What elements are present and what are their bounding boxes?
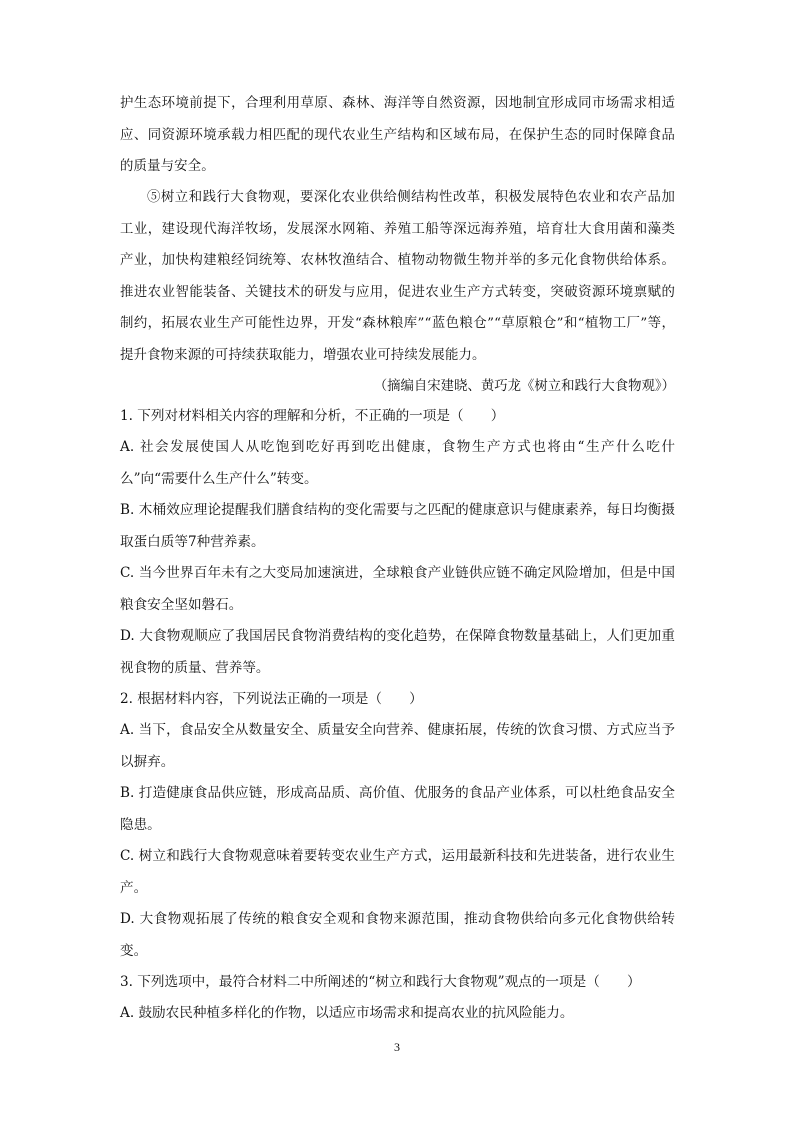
question-2-stem: 2. 根据材料内容，下列说法正确的一项是（ ） <box>120 691 423 707</box>
material-source: （摘编自宋建晓、黄巧龙《树立和践行大食物观》） <box>373 379 675 394</box>
material-paragraph-continued: 护生态环境前提下，合理利用草原、森林、海洋等自然资源，因地制宜形成同市场需求相适应、同资源环境承载力相匹配的现代农业生产结构和区域布局，在保护生态的同时保障食品的质量与安全。 <box>120 96 675 174</box>
question-1-option-a: A. 社会发展使国人从吃饱到吃好再到吃出健康，食物生产方式也将由“生产什么吃什么”向“需要什么生产什么”转变。 <box>120 439 675 487</box>
question-2-option-d: D. 大食物观拓展了传统的粮食安全观和食物来源范围，推动食物供给向多元化食物供给转变。 <box>120 911 675 959</box>
question-2-option-a: A. 当下，食品安全从数量安全、质量安全向营养、健康拓展，传统的饮食习惯、方式应当予以摒弃。 <box>120 722 675 770</box>
question-1-option-b: B. 木桶效应理论提醒我们膳食结构的变化需要与之匹配的健康意识与健康素养，每日均衡摄取蛋白质等7种营养素。 <box>120 502 675 550</box>
question-1-option-c: C. 当今世界百年未有之大变局加速演进，全球粮食产业链供应链不确定风险增加，但是中国粮食安全坚如磐石。 <box>120 565 675 613</box>
document-page <box>120 0 675 1122</box>
question-3-stem: 3. 下列选项中，最符合材料二中所阐述的“树立和践行大食物观”观点的一项是（ ） <box>120 974 641 990</box>
question-2-option-c: C. 树立和践行大食物观意味着要转变农业生产方式，运用最新科技和先进装备，进行农业生产。 <box>120 848 675 896</box>
question-2-option-b: B. 打造健康食品供应链，形成高品质、高价值、优服务的食品产业体系，可以杜绝食品安全隐患。 <box>120 785 675 833</box>
question-3-option-a: A. 鼓励农民种植多样化的作物，以适应市场需求和提高农业的抗风险能力。 <box>120 1005 574 1021</box>
question-1-stem: 1. 下列对材料相关内容的理解和分析，不正确的一项是（ ） <box>120 408 505 424</box>
material-paragraph-5: ⑤树立和践行大食物观，要深化农业供给侧结构性改革，积极发展特色农业和农产品加工业，建设现代海洋牧场，发展深水网箱、养殖工船等深远海养殖，培育壮大食用菌和藻类产业，加快构建粮经饲统筹、农林牧渔结合、植物动物微生物并举的多元化食物供给体系。推进农业智能装备、关键技术的研发与应用，促进农业生产方式转变，突破资源环境禀赋的制约，拓展农业生产可能性边界，开发“森林粮库”“蓝色粮仓”“草原粮仓”和“植物工厂”等，提升食物来源的可持续获取能力，增强农业可持续发展能力。 <box>120 190 675 363</box>
question-1-option-d: D. 大食物观顺应了我国居民食物消费结构的变化趋势，在保障食物数量基础上，人们更加重视食物的质量、营养等。 <box>120 628 675 676</box>
page-number: 3 <box>394 1040 400 1054</box>
